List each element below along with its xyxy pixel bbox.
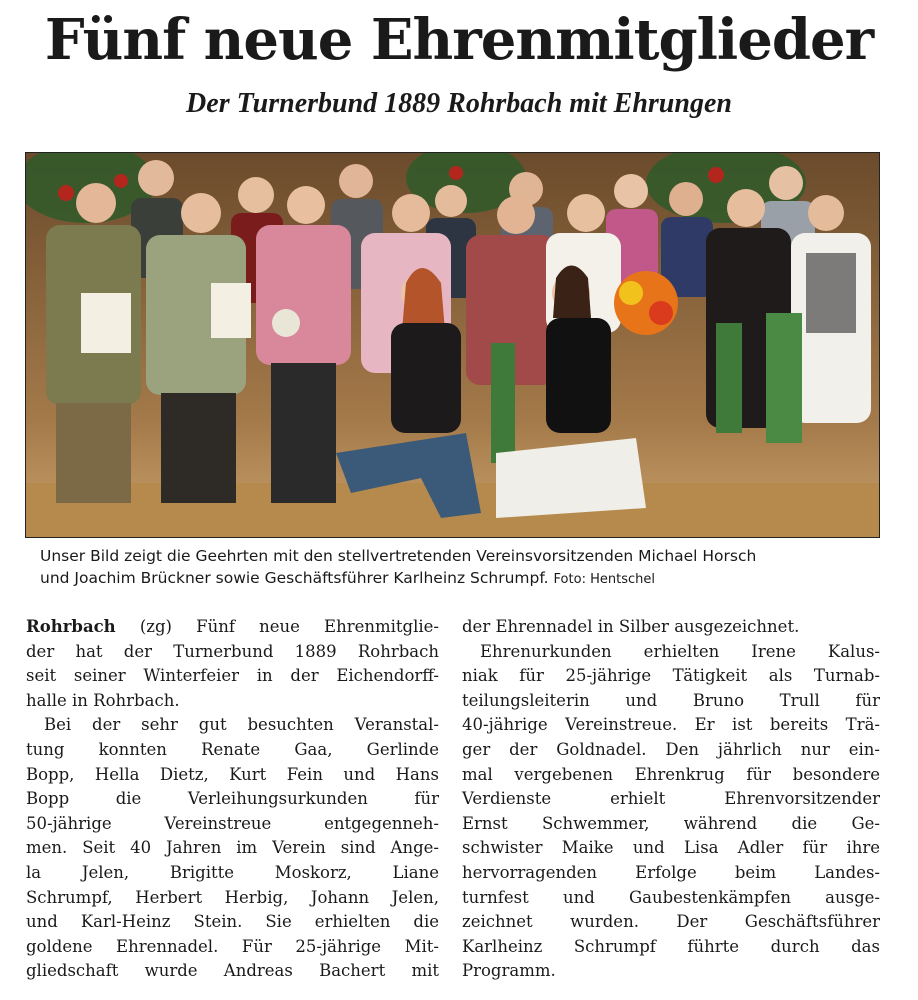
body-line: niak für 25-jährige Tätigkeit als Turnab- bbox=[462, 666, 880, 686]
caption-line-2 bbox=[40, 567, 890, 591]
body-line: tung konnten Renate Gaa, Gerlinde bbox=[26, 739, 439, 759]
body-line: der hat der Turnerbund 1889 Rohrbach bbox=[26, 641, 439, 661]
body-line: 40-jährige Vereinstreue. Er ist bereits Trä- bbox=[462, 715, 880, 735]
body-line: 50-jährige Vereinstreue entgegenneh- bbox=[26, 813, 439, 833]
body-line: zeichnet wurden. Der Geschäftsführer bbox=[462, 912, 880, 932]
body-line: Bei der sehr gut besuchten Veranstal- bbox=[44, 715, 439, 735]
body-line: der Ehrennadel in Silber ausgezeichnet. bbox=[462, 617, 800, 636]
body-line: la Jelen, Brigitte Moskorz, Liane bbox=[26, 862, 439, 882]
group-photo bbox=[25, 152, 880, 538]
body-line: ger der Goldnadel. Den jährlich nur ein- bbox=[462, 739, 880, 759]
caption-line-2-text: und Joachim Brückner sowie Geschäftsführer Karlheinz Schrumpf. bbox=[40, 569, 549, 587]
body-line: und Karl-Heinz Stein. Sie erhielten die bbox=[26, 912, 439, 932]
photo-credit: Foto: Hentschel bbox=[553, 572, 655, 587]
body-line: Ernst Schwemmer, während die Ge- bbox=[462, 813, 880, 833]
photo-caption bbox=[40, 545, 890, 591]
body-line: teilungsleiterin und Bruno Trull für bbox=[462, 690, 880, 710]
dateline: Rohrbach bbox=[26, 617, 116, 636]
body-line: Bopp, Hella Dietz, Kurt Fein und Hans bbox=[26, 764, 439, 784]
body-line: goldene Ehrennadel. Für 25-jährige Mit- bbox=[26, 936, 439, 956]
article-column-right bbox=[462, 615, 880, 984]
caption-line-1: Unser Bild zeigt die Geehrten mit den stellvertretenden Vereinsvorsitzenden Michael Horsch bbox=[40, 547, 757, 565]
body-line bbox=[26, 615, 439, 640]
subheadline: Der Turnerbund 1889 Rohrbach mit Ehrungen bbox=[186, 88, 732, 119]
body-line: mal vergebenen Ehrenkrug für besondere bbox=[462, 764, 880, 784]
body-line: Programm. bbox=[462, 961, 556, 981]
group-photo-illustration bbox=[26, 153, 879, 537]
body-line: seit seiner Winterfeier in der Eichendorff- bbox=[26, 666, 439, 686]
body-line: men. Seit 40 Jahren im Verein sind Ange- bbox=[26, 838, 439, 858]
body-line: Verdienste erhielt Ehrenvorsitzender bbox=[462, 789, 880, 809]
article-column-left bbox=[26, 615, 439, 984]
body-line: Schrumpf, Herbert Herbig, Johann Jelen, bbox=[26, 887, 439, 907]
body-line: Bopp die Verleihungsurkunden für bbox=[26, 789, 439, 809]
body-line: halle in Rohrbach. bbox=[26, 690, 180, 710]
body-line: Ehrenurkunden erhielten Irene Kalus- bbox=[480, 641, 880, 661]
body-line: schwister Maike und Lisa Adler für ihre bbox=[462, 838, 880, 858]
body-line-text: (zg) Fünf neue Ehrenmitglie- bbox=[139, 617, 439, 636]
headline: Fünf neue Ehrenmitglieder bbox=[44, 7, 874, 73]
body-line: hervorragenden Erfolge beim Landes- bbox=[462, 862, 880, 882]
body-line: Karlheinz Schrumpf führte durch das bbox=[462, 936, 880, 956]
body-line: turnfest und Gaubestenkämpfen ausge- bbox=[462, 887, 880, 907]
body-line: gliedschaft wurde Andreas Bachert mit bbox=[26, 961, 439, 981]
